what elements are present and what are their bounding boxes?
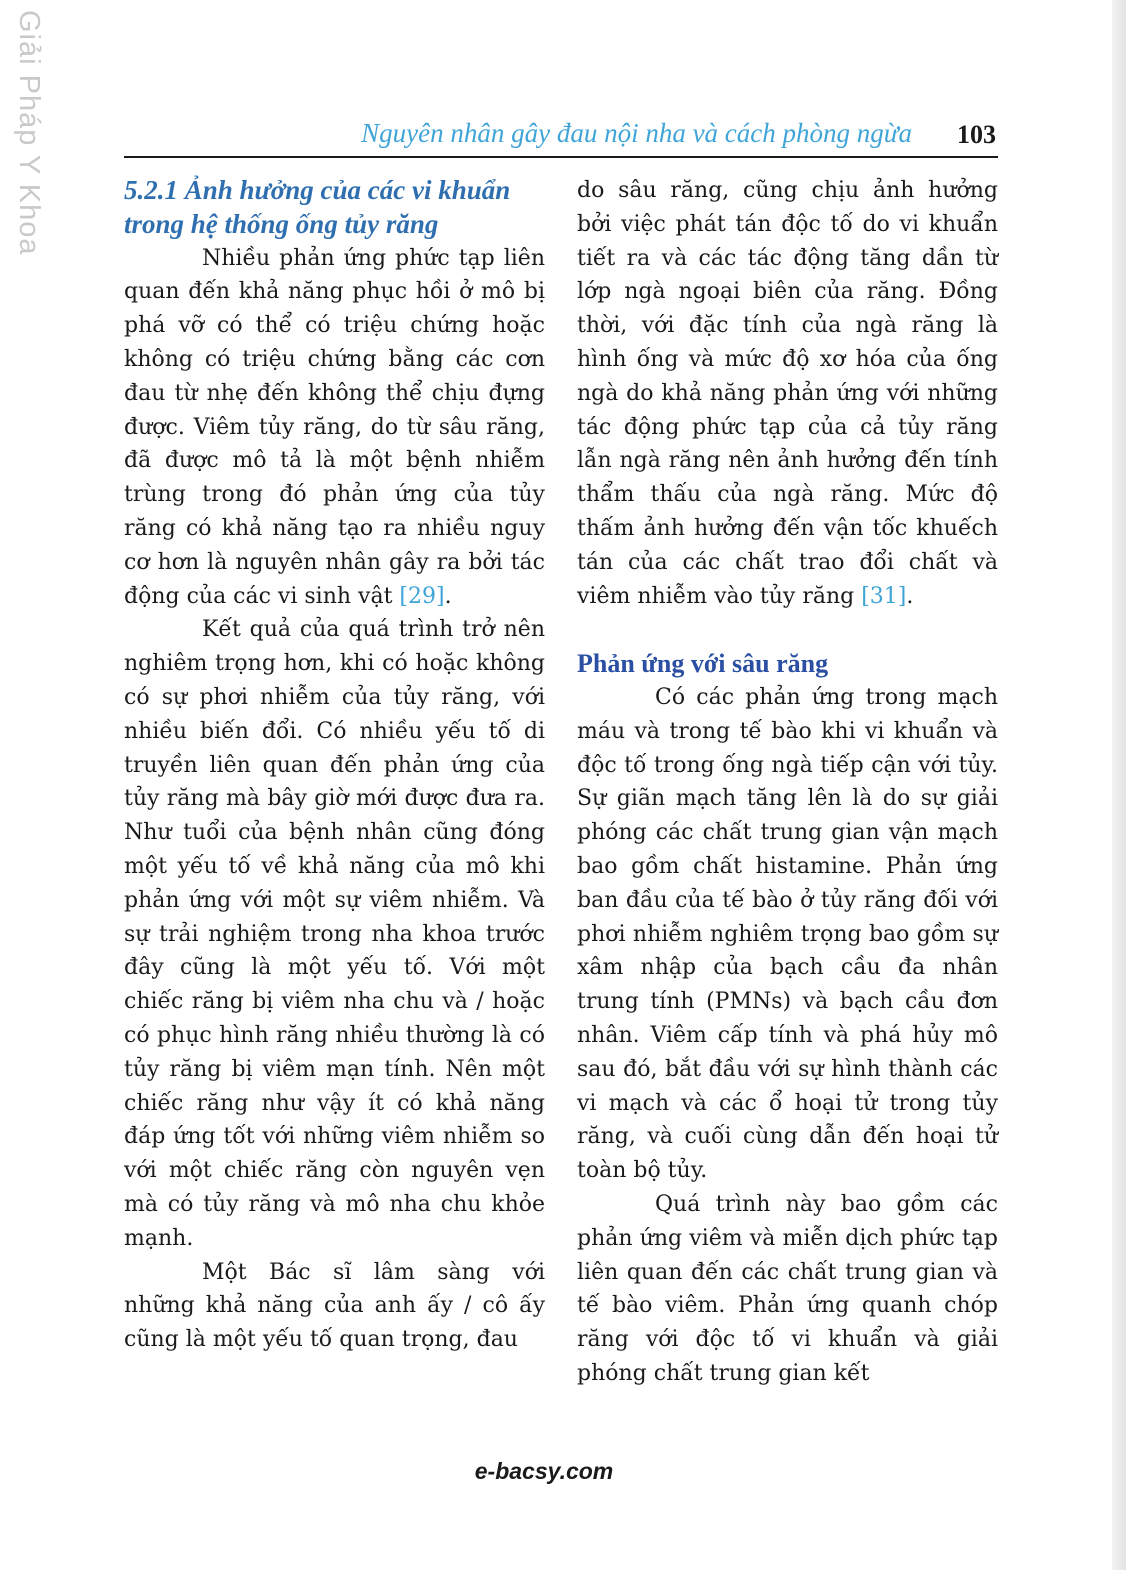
body-paragraph-1-end: . xyxy=(444,583,452,609)
body-paragraph-1 xyxy=(124,242,545,614)
page-edge-shadow xyxy=(1112,0,1126,1570)
body-paragraph-2: Kết quả của quá trình trở nên nghiêm trọng hơn, khi có hoặc không có sự phơi nhiễm của tủy răng, với nhiều biến đổi. Có nhiều yếu tố di truyền liên quan đến phản ứng của tủy răng mà bây giờ mới được đưa ra. Như tuổi của bệnh nhân cũng đóng một yếu tố về khả năng của mô khi phản ứng với một sự viêm nhiễm. Và sự trải nghiệm trong nha khoa trước đây cũng là một yếu tố. Với một chiếc răng bị viêm nha chu và / hoặc có phục hình răng nhiều thường là có tủy răng bị viêm mạn tính. Nên một chiếc răng như vậy ít có khả năng đáp ứng tốt với những viêm nhiễm so với một chiếc răng còn nguyên vẹn mà có tủy răng và mô nha chu khỏe mạnh. xyxy=(124,617,545,1251)
body-paragraph-5: Quá trình này bao gồm các phản ứng viêm và miễn dịch phức tạp liên quan đến các chất trung gian và tế bào viêm. Phản ứng quanh chóp răng với độc tố vi khuẩn và giải phóng chất trung gian kết xyxy=(577,1191,998,1386)
subsection-heading: Phản ứng với sâu răng xyxy=(577,649,829,679)
citation-link-29[interactable]: [29] xyxy=(399,583,445,609)
body-paragraph-continued-end: . xyxy=(906,583,914,609)
body-paragraph-4: Có các phản ứng trong mạch máu và trong tế bào khi vi khuẩn và độc tố trong ống ngà tiếp cận với tủy. Sự giãn mạch tăng lên là do sự giải phóng các chất trung gian vận mạch bao gồm chất histamine. Phản ứng ban đầu của tế bào ở tủy răng đối với phơi nhiễm nghiêm trọng bao gồm sự xâm nhập của bạch cầu đa nhân trung tính (PMNs) và bạch cầu đơn nhân. Viêm cấp tính và phá hủy mô sau đó, bắt đầu với sự hình thành các vi mạch và các ổ hoại tử trong tủy răng, và cuối cùng dẫn đến hoại tử toàn bộ tủy. xyxy=(577,684,998,1184)
body-paragraph-continued-text: do sâu răng, cũng chịu ảnh hưởng bởi việc phát tán độc tố do vi khuẩn tiết ra và các tác động tăng dần từ lớp ngà ngoại biên của răng. Đồng thời, với đặc tính của ngà răng là hình ống và mức độ xơ hóa của ống ngà do khả năng phản ứng với những tác động phức tạp của cả tủy răng lẫn ngà răng nên ảnh hưởng đến tính thẩm thấu của ngà răng. Mức độ thấm ảnh hưởng đến vận tốc khuếch tán của các chất trao đổi chất và viêm nhiễm vào tủy răng xyxy=(577,178,998,609)
body-paragraph-3: Một Bác sĩ lâm sàng với những khả năng của anh ấy / cô ấy cũng là một yếu tố quan trọng, đau xyxy=(124,1259,545,1353)
body-paragraph-1-text: Nhiều phản ứng phức tạp liên quan đến khả năng phục hồi ở mô bị phá vỡ có thể có triệu chứng hoặc không có triệu chứng bằng các cơn đau từ nhẹ đến không thể chịu đựng được. Viêm tủy răng, do từ sâu răng, đã được mô tả là một bệnh nhiễm trùng trong đó phản ứng của tủy răng có khả năng tạo ra nhiều nguy cơ hơn là nguyên nhân gây ra bởi tác động của các vi sinh vật xyxy=(124,245,545,609)
page-number: 103 xyxy=(957,120,996,149)
running-header xyxy=(124,112,998,158)
running-title: Nguyên nhân gây đau nội nha và cách phòng ngừa xyxy=(361,118,912,148)
section-heading: 5.2.1 Ảnh hưởng của các vi khuẩn trong hệ thống ống tủy răng xyxy=(124,175,511,239)
citation-link-31[interactable]: [31] xyxy=(861,583,907,609)
side-watermark-label: Giải Pháp Y Khoa xyxy=(13,10,45,256)
right-column xyxy=(577,174,998,1391)
body-paragraph-continued xyxy=(577,174,998,613)
footer-website: e-bacsy.com xyxy=(474,1458,614,1484)
left-column xyxy=(124,174,545,1357)
